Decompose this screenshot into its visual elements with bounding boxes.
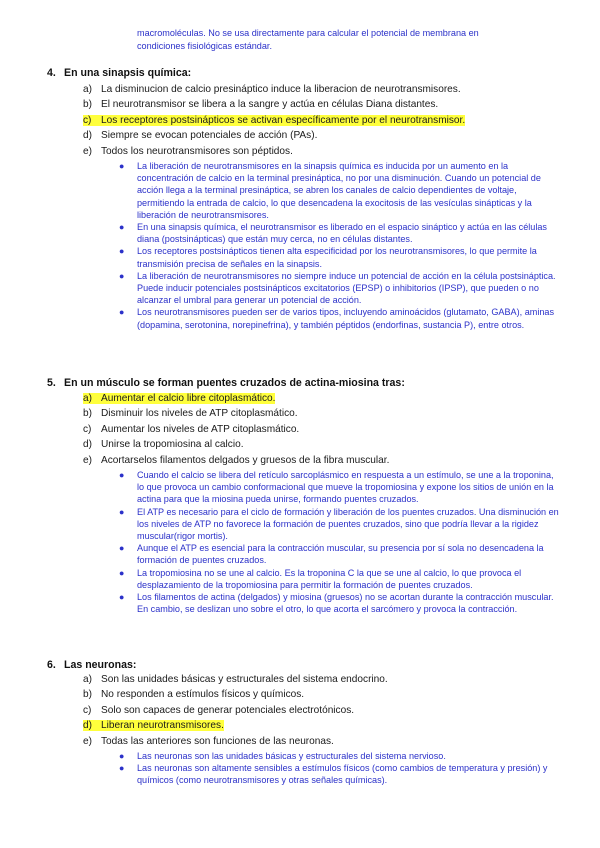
explanation-item: ● La liberación de neurotransmisores en la sinapsis química es inducida por un aumento en la concentración de calcio en la terminal presináptica, no por una disminución. Cuando un potencial de acción llega a la terminal presináptica, se abren los canales de calcio dependientes de voltaje, permitiendo la entrada de calcio, lo que desencadena la exocitosis de las vesículas sinápticas y la liberación de neurotransmisores. bbox=[119, 161, 541, 220]
question-number: 5. bbox=[47, 377, 56, 389]
continuation-line: condiciones fisiológicas estándar. bbox=[137, 40, 272, 51]
continuation-line: macromoléculas. No se usa directamente para calcular el potencial de membrana en bbox=[137, 28, 479, 38]
explanation-item: ● Aunque el ATP es esencial para la contracción muscular, su presencia por sí sola no desencadena la formación de puentes cruzados. bbox=[119, 543, 544, 566]
option-a: a) Son las unidades básicas y estructurales del sistema endocrino. bbox=[83, 674, 388, 685]
bullet-icon: ● bbox=[119, 270, 125, 281]
question-4-title bbox=[47, 67, 191, 79]
explanation-item: ● Las neuronas son las unidades básicas y estructurales del sistema nervioso. bbox=[119, 751, 446, 762]
question-text: Las neuronas: bbox=[64, 659, 137, 671]
explanation-item: ● La tropomiosina no se une al calcio. Es la troponina C la que se une al calcio, lo que provoca el desplazamiento de la tropomiosina para permitir la formación de puentes cruzados. bbox=[119, 567, 522, 590]
question-text: En un músculo se forman puentes cruzados de actina-miosina tras: bbox=[64, 377, 405, 389]
bullet-icon: ● bbox=[119, 222, 125, 233]
question-4-options bbox=[83, 82, 563, 331]
explanation-item: ● Las neuronas son altamente sensibles a estímulos físicos (como cambios de temperatura y presión) y químicos (como neurotransmisores y otras señales químicas). bbox=[119, 763, 548, 786]
explanation-item: ● Los neurotransmisores pueden ser de varios tipos, incluyendo aminoácidos (glutamato, GABA), aminas (dopamina, serotonina, norepinefrina), y también péptidos (endorfinas, sustancia P), entre otros. bbox=[119, 307, 555, 330]
explanation-item: ● Cuando el calcio se libera del retículo sarcoplásmico en respuesta a un estímulo, se une a la troponina, lo que provoca un cambio conformacional que mueve la tropomiosina y expone los sitios de unión en la actina para que la miosina pueda unirse, formando puentes cruzados. bbox=[119, 470, 554, 505]
option-e: e) Todos los neurotransmisores son péptidos. ● La liberación de neurotransmisores en la sinapsis química es inducida por un aumento en la concentración de calcio en la terminal presináptica, no por una disminución. Cuando un potencial de acción llega a la terminal presináptica, se abren los canales de calcio dependientes de voltaje, permitiendo la entrada de calcio, lo que desencadena la exocitosis de las vesículas sinápticas y la liberación de neurotransmisores. ● En una sinapsis química, el neurotransmisor es liberado en el espacio sináptico y actúa en las células diana (postsinápticas) que están muy cerca, no en células distantes. ● Los receptores postsinápticos tienen alta especificidad por los neurotransmisores, lo que permite la transmisión precisa de señales en la sinapsis. ● La liberación de neurotransmisores no siempre induce un potencial de acción en la célula postsináptica. Puede inducir potenciales postsinápticos excitatorios (EPSP) o inhibitorios (IPSP), que pueden o no alcanzar el umbral para generar un potencial de acción. ● Los neurotransmisores pueden ser de varios tipos, incluyendo aminoácidos (glutamato, GABA), aminas (dopamina, serotonina, norepinefrina), y también péptidos (endorfinas, sustancia P), entre otros. bbox=[83, 144, 563, 331]
question-5-explanations bbox=[83, 469, 563, 615]
explanation-item: ● El ATP es necesario para el ciclo de formación y liberación de los puentes cruzados. Una disminución en los niveles de ATP no favorece la formación de puentes cruzados, sino que podría llevar a la rigidez muscular(rigor mortis). bbox=[119, 506, 559, 542]
bullet-icon: ● bbox=[119, 567, 125, 578]
option-d-correct: d) Liberan neurotransmisores. bbox=[83, 720, 224, 732]
option-d: d) Siempre se evocan potenciales de acción (PAs). bbox=[83, 130, 318, 142]
option-b: b) Disminuir los niveles de ATP citoplasmático. bbox=[83, 408, 298, 420]
explanation-item: ● Los receptores postsinápticos tienen alta especificidad por los neurotransmisores, lo que permite la transmisión precisa de señales en la sinapsis. bbox=[119, 246, 537, 269]
option-c: c) Aumentar los niveles de ATP citoplasmático. bbox=[83, 423, 300, 435]
bullet-icon: ● bbox=[119, 751, 125, 762]
bullet-icon: ● bbox=[119, 543, 125, 554]
bullet-icon: ● bbox=[119, 246, 125, 257]
bullet-icon: ● bbox=[119, 506, 125, 517]
bullet-icon: ● bbox=[119, 470, 125, 481]
bullet-icon: ● bbox=[119, 592, 125, 603]
option-b: b) No responden a estímulos físicos y químicos. bbox=[83, 689, 305, 701]
option-a-correct: a) Aumentar el calcio libre citoplasmático. bbox=[83, 393, 276, 404]
option-b: b) El neurotransmisor se libera a la sangre y actúa en células Diana distantes. bbox=[83, 99, 439, 111]
option-e: e) Todas las anteriores son funciones de las neuronas. ● Las neuronas son las unidades básicas y estructurales del sistema nervioso. ● Las neuronas son altamente sensibles a estímulos físicos (como cambios de temperatura y presión) y químicos (como neurotransmisores y otras señales químicas). bbox=[83, 734, 563, 787]
explanation-item: ● En una sinapsis química, el neurotransmisor es liberado en el espacio sináptico y actúa en las células diana (postsinápticas) que están muy cerca, no en células distantes. bbox=[119, 222, 547, 245]
option-c: c) Solo son capaces de generar potenciales electrotónicos. bbox=[83, 704, 355, 716]
question-6-explanations bbox=[83, 750, 563, 787]
question-4-explanations bbox=[83, 160, 563, 331]
previous-explanation-continuation bbox=[137, 27, 557, 52]
question-text: En una sinapsis química: bbox=[64, 67, 192, 79]
question-6-options bbox=[83, 672, 563, 787]
question-5-title bbox=[47, 377, 405, 389]
question-6-title bbox=[47, 659, 136, 671]
explanation-item: ● Los filamentos de actina (delgados) y miosina (gruesos) no se acortan durante la contracción muscular. En cambio, se deslizan uno sobre el otro, lo que acorta el sarcómero y provoca la contracción. bbox=[119, 592, 554, 615]
bullet-icon: ● bbox=[119, 763, 125, 774]
question-number: 4. bbox=[47, 67, 56, 79]
bullet-icon: ● bbox=[119, 307, 125, 318]
option-a: a) La disminucion de calcio presináptico induce la liberacion de neurotransmisores. bbox=[83, 84, 461, 95]
question-5-options bbox=[83, 391, 563, 615]
option-d: d) Unirse la tropomiosina al calcio. bbox=[83, 439, 244, 451]
option-e: e) Acortarselos filamentos delgados y gruesos de la fibra muscular. ● Cuando el calcio se libera del retículo sarcoplásmico en respuesta a un estímulo, se une a la troponina, lo que provoca un cambio conformacional que mueve la tropomiosina y expone los sitios de unión en la actina para que la miosina pueda unirse, formando puentes cruzados. ● El ATP es necesario para el ciclo de formación y liberación de los puentes cruzados. Una disminución en los niveles de ATP no favorece la formación de puentes cruzados, sino que podría llevar a la rigidez muscular(rigor mortis). ● Aunque el ATP es esencial para la contracción muscular, su presencia por sí sola no desencadena la formación de puentes cruzados. ● La tropomiosina no se une al calcio. Es la troponina C la que se une al calcio, lo que provoca el desplazamiento de la tropomiosina para permitir la formación de puentes cruzados. ● Los filamentos de actina (delgados) y miosina (gruesos) no se acortan durante la contracción muscular. En cambio, se deslizan uno sobre el otro, lo que acorta el sarcómero y provoca la contracción. bbox=[83, 453, 563, 616]
question-number: 6. bbox=[47, 659, 56, 671]
option-c-correct: c) Los receptores postsinápticos se activan específicamente por el neurotransmisor. bbox=[83, 114, 466, 126]
explanation-item: ● La liberación de neurotransmisores no siempre induce un potencial de acción en la célula postsináptica. Puede inducir potenciales postsinápticos excitatorios (EPSP) o inhibitorios (IPSP), que pueden o no alcanzar el umbral para generar un potencial de acción. bbox=[119, 270, 556, 306]
bullet-icon: ● bbox=[119, 161, 125, 172]
